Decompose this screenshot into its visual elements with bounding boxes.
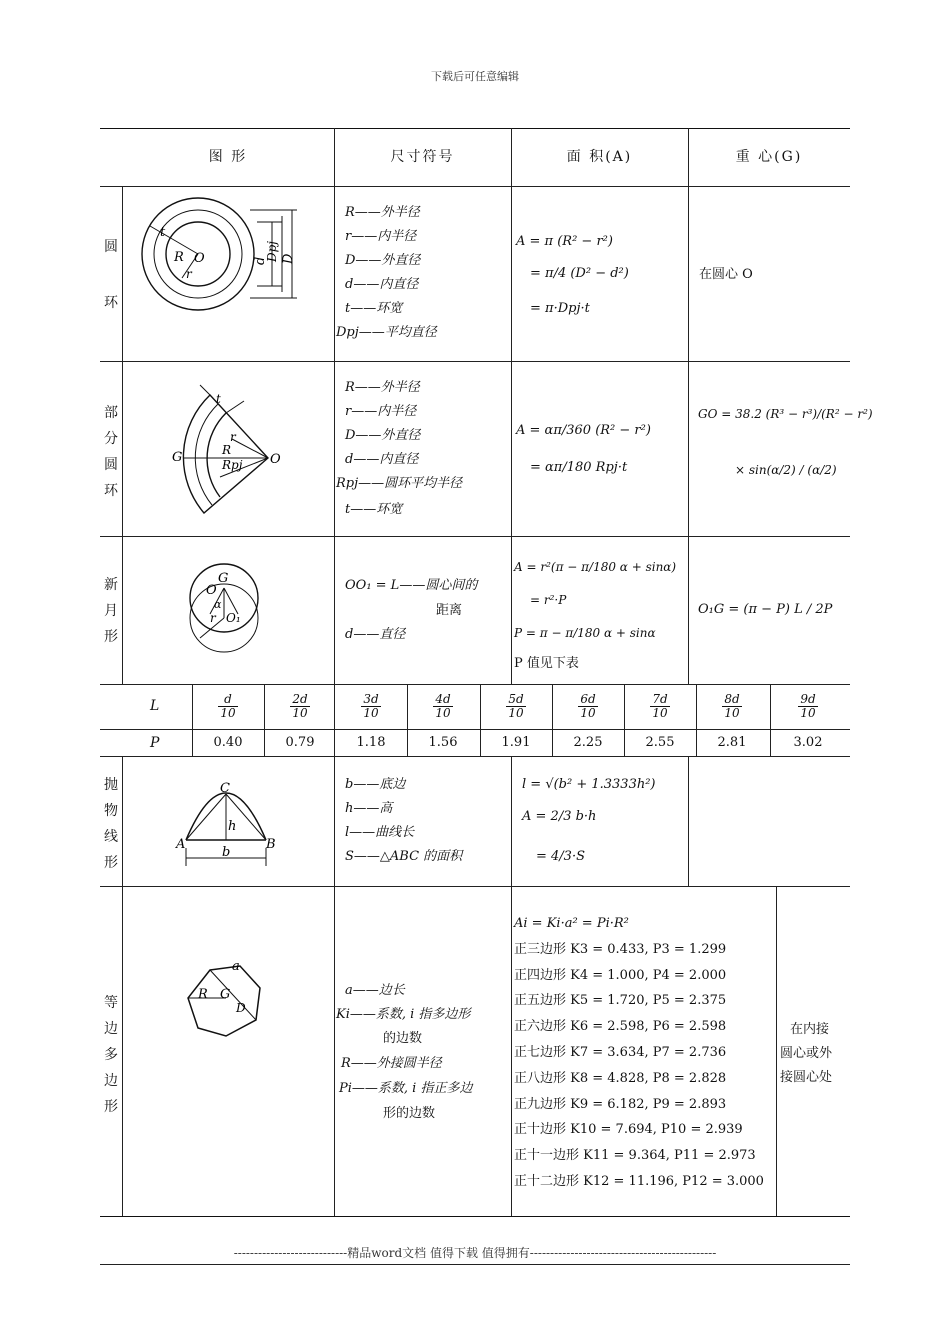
crescent-symbol: OO₁ = L——圆心间的	[345, 578, 478, 593]
parabola-symbol: h——高	[345, 801, 393, 816]
crescent-area-line: = r²·P	[530, 593, 567, 607]
ring-symbol: r——内半径	[345, 229, 417, 244]
partial-ring-figure	[122, 361, 334, 536]
parabola-symbol: b——底边	[345, 777, 406, 792]
polygon-area-line: 正五边形 K5 = 1.720, P5 = 2.375	[514, 993, 727, 1008]
p-table-P-value: 1.56	[428, 735, 458, 750]
p-table-L-cell	[335, 685, 407, 729]
ring-centroid: 在圆心 O	[699, 267, 753, 282]
L-num: 7d	[652, 692, 668, 706]
col-rule	[770, 684, 771, 756]
polygon-centroid-line: 在内接	[790, 1022, 830, 1037]
partial-ring-area-line: A = απ/360 (R² − r²)	[516, 423, 651, 438]
partial-ring-centroid-line: × sin(α/2) / (α/2)	[735, 463, 837, 477]
col-rule	[334, 128, 335, 684]
page-footer: ----------------------------精品word文档 值得下载 值得拥有----------------------------------------------	[233, 1246, 717, 1260]
row-label-crescent: 形	[104, 629, 118, 645]
polygon-centroid-line: 圆心或外	[780, 1046, 833, 1061]
L-den: 10	[580, 706, 596, 720]
ring-figure	[122, 186, 334, 361]
p-table-L-cell	[624, 685, 696, 729]
L-num: 9d	[800, 692, 816, 706]
partial-ring-centroid-line: GO = 38.2 (R³ − r³)/(R² − r²)	[698, 407, 873, 421]
row-label-parabola: 线	[104, 829, 118, 845]
ring-area-line: = π·Dpj·t	[530, 301, 590, 316]
row-label-crescent: 月	[104, 603, 118, 619]
partial-ring-symbol: Rpj——圆环平均半径	[336, 476, 463, 491]
ring-symbol: d——内直径	[345, 277, 419, 292]
polygon-area-line: 正三边形 K3 = 0.433, P3 = 1.299	[514, 942, 727, 957]
p-table-P-value: 2.81	[717, 735, 747, 750]
ring-label-D: D	[281, 253, 296, 264]
parabola-area-line: l = √(b² + 1.3333h²)	[522, 777, 656, 792]
ring-symbol: Dpj——平均直径	[336, 325, 437, 340]
parabola-area-line: A = 2/3 b·h	[522, 809, 597, 824]
L-num: d	[218, 693, 237, 707]
row-label-partial-ring: 圆	[104, 457, 118, 473]
row-label-polygon: 等	[104, 995, 118, 1011]
partial-ring-symbol: t——环宽	[345, 502, 403, 517]
partial-ring-label-t: t	[216, 392, 221, 406]
L-num: 8d	[724, 692, 740, 706]
row-label-ring-bottom: 环	[104, 295, 118, 311]
page-header: 下载后可任意编辑	[431, 70, 519, 83]
ring-area-line: A = π (R² − r²)	[516, 234, 613, 249]
p-table-L-cell	[696, 685, 768, 729]
p-table-P-value: 1.18	[356, 735, 386, 750]
p-table-P-value: 2.55	[645, 735, 675, 750]
partial-ring-symbol: R——外半径	[345, 380, 420, 395]
p-table-L-cell	[552, 685, 624, 729]
column-header-figure: 图 形	[208, 149, 248, 165]
parabola-label-A: A	[176, 837, 186, 852]
p-table-L-cell	[264, 685, 336, 729]
p-table-L-cell	[407, 685, 479, 729]
col-rule	[511, 128, 512, 684]
partial-ring-symbol: r——内半径	[345, 404, 417, 419]
L-den: 10	[508, 706, 524, 720]
ring-area-line: = π/4 (D² − d²)	[530, 266, 629, 281]
ring-symbol: D——外直径	[345, 253, 421, 268]
L-num: 6d	[580, 692, 596, 706]
polygon-symbol: 形的边数	[383, 1106, 436, 1121]
column-header-area: 面 积(A)	[566, 149, 633, 165]
ring-label-R: R	[174, 250, 184, 265]
parabola-label-C: C	[220, 781, 230, 796]
crescent-area-note: P 值见下表	[514, 656, 579, 671]
polygon-area-line: 正七边形 K7 = 3.634, P7 = 2.736	[514, 1045, 727, 1060]
crescent-area-line: P = π − π/180 α + sinα	[514, 626, 656, 640]
p-table-P-value: 0.79	[285, 735, 315, 750]
polygon-area-line: 正九边形 K9 = 6.182, P9 = 2.893	[514, 1097, 727, 1112]
crescent-label-alpha: α	[214, 598, 222, 611]
row-label-polygon: 多	[104, 1047, 118, 1063]
L-den: 10	[292, 706, 308, 720]
crescent-label-O: O	[206, 583, 217, 598]
col-rule	[688, 756, 689, 886]
parabola-label-b: b	[222, 845, 231, 860]
polygon-area-line: 正十二边形 K12 = 11.196, P12 = 3.000	[514, 1174, 764, 1189]
col-rule	[688, 128, 689, 684]
crescent-symbol: 距离	[436, 603, 463, 618]
p-table-P-value: 0.40	[213, 735, 243, 750]
polygon-area-line: 正十边形 K10 = 7.694, P10 = 2.939	[514, 1122, 743, 1137]
crescent-label-r: r	[210, 611, 216, 625]
L-den: 10	[800, 706, 816, 720]
L-den: 10	[363, 706, 379, 720]
row-label-polygon: 边	[104, 1021, 118, 1037]
ring-label-dpj: Dpj	[265, 240, 279, 262]
row-label-polygon: 形	[104, 1099, 118, 1115]
polygon-centroid-line: 接圆心处	[780, 1070, 833, 1085]
L-den: 10	[435, 706, 451, 720]
L-num: 4d	[435, 692, 451, 706]
polygon-label-G: G	[220, 987, 231, 1002]
col-rule	[334, 756, 335, 1216]
col-rule	[776, 886, 777, 1216]
polygon-figure	[122, 886, 334, 1216]
row-label-parabola: 形	[104, 855, 118, 871]
row-label-partial-ring: 部	[104, 405, 118, 421]
partial-ring-label-R: R	[222, 443, 232, 457]
polygon-area-line: 正十一边形 K11 = 9.364, P11 = 2.973	[514, 1148, 756, 1163]
polygon-symbol: Ki——系数, i 指多边形	[336, 1007, 471, 1022]
ring-label-d: d	[253, 256, 268, 265]
ring-label-t: t	[160, 225, 166, 240]
polygon-area-line: 正八边形 K8 = 4.828, P8 = 2.828	[514, 1071, 727, 1086]
row-label-partial-ring: 环	[104, 483, 118, 499]
partial-ring-label-Rpj: Rpj	[222, 458, 243, 472]
column-header-symbols: 尺寸符号	[390, 149, 455, 165]
polygon-symbol: a——边长	[345, 983, 405, 998]
crescent-figure	[122, 536, 334, 684]
crescent-label-O1: O₁	[226, 611, 241, 625]
p-table-L-cell	[772, 685, 844, 729]
polygon-symbol: 的边数	[383, 1031, 423, 1046]
crescent-centroid: O₁G = (π − P) L / 2P	[698, 602, 833, 617]
L-num: 2d	[292, 692, 308, 706]
polygon-area-line: 正四边形 K4 = 1.000, P4 = 2.000	[514, 968, 727, 983]
partial-ring-symbol: D——外直径	[345, 428, 421, 443]
row-label-parabola: 抛	[104, 777, 118, 793]
row-label-crescent: 新	[104, 577, 118, 593]
parabola-figure	[122, 756, 334, 886]
row-label-partial-ring: 分	[104, 431, 118, 447]
crescent-area-line: A = r²(π − π/180 α + sinα)	[514, 560, 677, 574]
polygon-label-D: D	[236, 1001, 246, 1015]
ring-symbol: t——环宽	[345, 301, 403, 316]
table-bottom-rule	[100, 1216, 850, 1217]
parabola-label-h: h	[228, 819, 237, 834]
parabola-area-line: = 4/3·S	[536, 849, 585, 864]
polygon-area-line: Ai = Ki·a² = Pi·R²	[514, 916, 629, 931]
p-table-P-label: P	[150, 735, 160, 751]
row-label-ring-top: 圆	[104, 239, 118, 255]
polygon-symbol: Pi——系数, i 指正多边	[339, 1081, 473, 1096]
column-header-centroid: 重 心(G)	[735, 149, 803, 165]
row-label-polygon: 边	[104, 1073, 118, 1089]
partial-ring-label-O: O	[270, 452, 281, 467]
partial-ring-area-line: = απ/180 Rpj·t	[530, 460, 628, 475]
L-num: 3d	[363, 692, 379, 706]
ring-label-r: r	[186, 267, 192, 281]
polygon-area-line: 正六边形 K6 = 2.598, P6 = 2.598	[514, 1019, 727, 1034]
L-den: 10	[220, 706, 236, 720]
polygon-label-R: R	[198, 987, 208, 1002]
crescent-label-G: G	[218, 571, 229, 586]
partial-ring-label-r: r	[230, 430, 236, 444]
parabola-symbol: S——△ABC 的面积	[345, 849, 463, 864]
ring-label-O: O	[194, 251, 205, 266]
col-rule	[511, 756, 512, 1216]
polygon-label-a: a	[232, 959, 240, 974]
partial-ring-label-G: G	[172, 450, 183, 465]
footer-rule	[100, 1264, 850, 1265]
p-table-L-cell	[480, 685, 552, 729]
L-num: 5d	[508, 692, 524, 706]
p-table-P-value: 1.91	[501, 735, 531, 750]
polygon-symbol: R——外接圆半径	[341, 1056, 442, 1071]
parabola-label-B: B	[266, 837, 276, 852]
p-table-P-value: 2.25	[573, 735, 603, 750]
crescent-symbol: d——直径	[345, 627, 406, 642]
p-table-L-label: L	[150, 698, 160, 714]
row-label-parabola: 物	[104, 803, 118, 819]
L-den: 10	[724, 706, 740, 720]
partial-ring-symbol: d——内直径	[345, 452, 419, 467]
p-table-L-cell	[192, 685, 264, 729]
L-den: 10	[652, 706, 668, 720]
parabola-symbol: l——曲线长	[345, 825, 415, 840]
ring-symbol: R——外半径	[345, 205, 420, 220]
p-table-P-value: 3.02	[793, 735, 823, 750]
